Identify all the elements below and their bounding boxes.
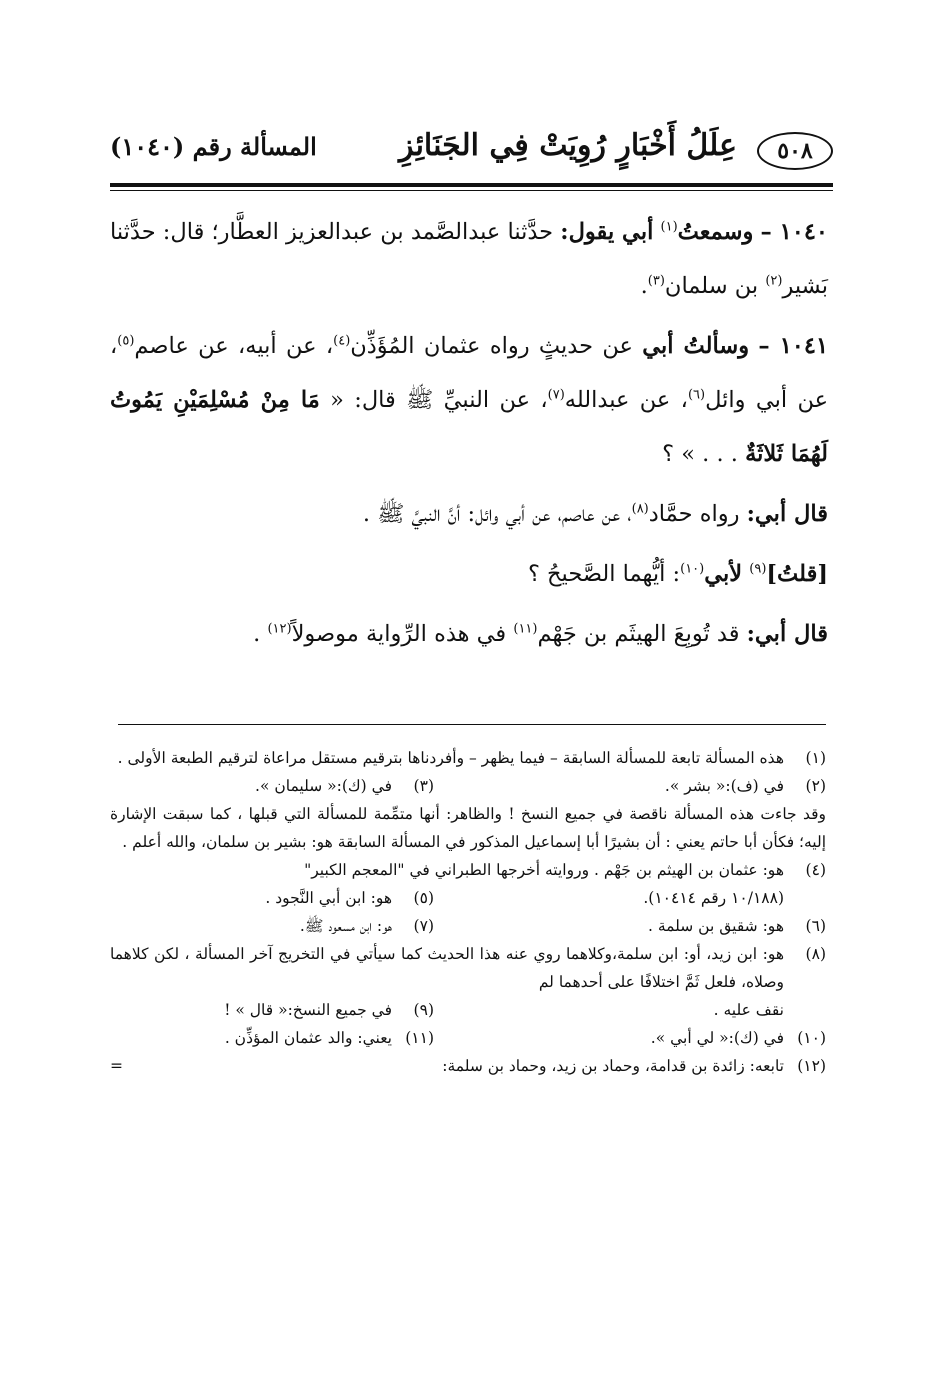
footnote-text: هو: ابن أبي النَّجود . bbox=[265, 889, 392, 907]
footnote-ref: (٢) bbox=[765, 273, 783, 289]
footnote-ref: (١٢) bbox=[267, 621, 292, 637]
footnote-text: وقد جاءت هذه المسألة ناقصة في جميع النسخ ! والظاهر: أنها متمِّمة للمسألة التي قبلها ، كما سبقت الإشارة إليه؛ فكأن أبا حاتم يعني : أن بشيرًا أبا إسماعيل المذكور في المسألة السابقة هو: بشير بن سلمان، والله أعلم . bbox=[110, 805, 826, 851]
footnote-number: (٢) bbox=[805, 777, 826, 795]
footnote-ref: (٤) bbox=[333, 333, 351, 349]
body-text: . bbox=[640, 273, 648, 299]
footnote-4 bbox=[110, 856, 826, 884]
footnote-2-note bbox=[110, 800, 826, 856]
footnote-text: هو: ابن زيد، أو: ابن سلمة،وكلاهما روي عنه هذا الحديث كما سيأتي في التخريج آخر المسألة ، لكن كلاهما وصلاه، فلعل ثَمَّ اختلافًا على أحدهما لم bbox=[110, 945, 784, 991]
footnote-ref: (٥) bbox=[117, 333, 135, 349]
footnote-text: هذه المسألة تابعة للمسألة السابقة – فيما يظهر – وأفردناها بترقيم مستقل مراعاة لترقيم الطبعة الأولى . bbox=[117, 749, 784, 767]
body-text: ، عن النبيِّ ﷺ قال: « bbox=[330, 387, 548, 413]
header-rule-thin bbox=[110, 190, 833, 191]
body-text: ، عن أبيه، عن عاصم bbox=[134, 333, 334, 359]
footnote-8 bbox=[110, 940, 826, 996]
footnote-number: (١٠) bbox=[797, 1029, 826, 1047]
footnote-text: في جميع النسخ:« قال » ! bbox=[224, 1001, 392, 1019]
lead-phrase: أبي يقول: bbox=[560, 219, 654, 245]
body-text: عن حديثٍ رواه عثمان المُؤَذِّن bbox=[350, 333, 633, 359]
footnote-text: في (ك):« سليمان ». bbox=[255, 777, 392, 795]
page-header bbox=[110, 128, 833, 178]
footnote-number: (٩) bbox=[413, 1001, 434, 1019]
footnote-ref: (١٠) bbox=[680, 561, 705, 577]
footnote-ref: (٧) bbox=[547, 387, 565, 403]
footnote-number: (٧) bbox=[413, 917, 434, 935]
lead-phrase: وسألتُ أبي bbox=[642, 333, 750, 359]
body-text: . . . » ؟ bbox=[662, 441, 738, 467]
footnote-ref: (٩) bbox=[749, 561, 767, 577]
body-text: حدَّثنا عبدالصَّمد بن عبدالعزيز العطَّار؛ قال: حدَّثنا بَشير bbox=[110, 219, 828, 299]
page-number: ٥٠٨ bbox=[757, 132, 833, 170]
footnote-text: في (ف):« بشر ». bbox=[664, 777, 784, 795]
main-text bbox=[110, 205, 828, 661]
footnote-text: هو: ابن مسعود ﷺ. bbox=[299, 917, 392, 935]
lead-phrase: لأبي bbox=[704, 561, 743, 587]
body-text: : أيُّهما الصَّحيحُ ؟ bbox=[527, 561, 681, 587]
section-label: المسألة رقم (١٠٤٠) bbox=[110, 132, 317, 161]
footnote-text: تابعه: زائدة بن قدامة، وحماد بن زيد، وحماد بن سلمة: bbox=[442, 1057, 784, 1075]
body-text: في هذه الرِّواية موصولاً bbox=[291, 621, 507, 647]
footnote-1 bbox=[110, 744, 826, 772]
footnote-number: (٥) bbox=[413, 889, 434, 907]
paragraph-abi-answer bbox=[110, 487, 828, 541]
header-rule-thick bbox=[110, 183, 833, 187]
footnote-number: (٤) bbox=[805, 861, 826, 879]
footnote-ref: (٣) bbox=[647, 273, 665, 289]
book-title: عِلَلُ أَخْبَارٍ رُوِيَتْ فِي الجَنَائِزِ bbox=[399, 128, 737, 163]
footnote-number: (٨) bbox=[805, 945, 826, 963]
paragraph-1040 bbox=[110, 205, 828, 313]
footnote-text: نقف عليه . bbox=[713, 1001, 784, 1019]
footnote-number: (٣) bbox=[413, 777, 434, 795]
footnote-10-11 bbox=[110, 1024, 826, 1052]
footnote-number: (١١) bbox=[405, 1029, 434, 1047]
footnote-number: (٦) bbox=[805, 917, 826, 935]
footnote-4-cont-5 bbox=[110, 884, 826, 912]
body-text: رواه حمَّاد bbox=[648, 501, 740, 527]
body-text: قد تُوبِعَ الهيثَم بن جَهْم bbox=[537, 621, 740, 647]
footnote-6-7 bbox=[110, 912, 826, 940]
lead-phrase: [قلتُ] bbox=[766, 561, 828, 587]
footnote-8-cont-9 bbox=[110, 996, 826, 1024]
footnote-ref: (١١) bbox=[513, 621, 538, 637]
continuation-mark: = bbox=[110, 1057, 123, 1075]
footnote-number: (١) bbox=[805, 749, 826, 767]
footnote-text: هو: شقيق بن سلمة . bbox=[648, 917, 784, 935]
footnote-ref: (١) bbox=[660, 219, 678, 235]
body-text: ، عن عاصم، عن أبي وائل: أنَّ النبيَّ ﷺ . bbox=[362, 501, 632, 527]
lead-phrase: وسمعتُ bbox=[677, 219, 754, 245]
footnote-ref: (٦) bbox=[687, 387, 706, 403]
body-text: بن سلمان bbox=[664, 273, 759, 299]
paragraph-question bbox=[110, 547, 828, 601]
hadith-quote: مَا مِنْ مُسْلِمَيْنِ يَمُوتُ لَهُمَا ثَلاثَةٌ bbox=[110, 387, 828, 467]
paragraph-1041 bbox=[110, 319, 828, 481]
footnotes bbox=[110, 744, 826, 1080]
footnote-number: (١٢) bbox=[797, 1057, 826, 1075]
body-text: ، عن أبي وائل bbox=[110, 333, 829, 413]
footnote-ref: (٨) bbox=[631, 501, 649, 517]
issue-number: ١٠٤٠ – bbox=[760, 219, 829, 245]
footnote-2-3 bbox=[110, 772, 826, 800]
footnote-separator bbox=[118, 724, 826, 725]
footnote-12 bbox=[110, 1052, 826, 1080]
issue-number: ١٠٤١ – bbox=[758, 333, 829, 359]
footnote-text: يعني: والد عثمان المؤذِّن . bbox=[224, 1029, 392, 1047]
body-text: . bbox=[253, 621, 261, 647]
lead-phrase: قال أبي: bbox=[746, 621, 828, 647]
footnote-text: في (ك):« لي أبي ». bbox=[650, 1029, 784, 1047]
footnote-text: هو: عثمان بن الهيثم بن جَهْم . وروايته أخرجها الطبراني في "المعجم الكبير" bbox=[304, 861, 784, 879]
body-text: ، عن عبدالله bbox=[564, 387, 688, 413]
paragraph-final-answer bbox=[110, 607, 828, 661]
footnote-text: (١٠/١٨٨ رقم ١٠٤١٤). bbox=[643, 889, 784, 907]
lead-phrase: قال أبي: bbox=[746, 501, 828, 527]
